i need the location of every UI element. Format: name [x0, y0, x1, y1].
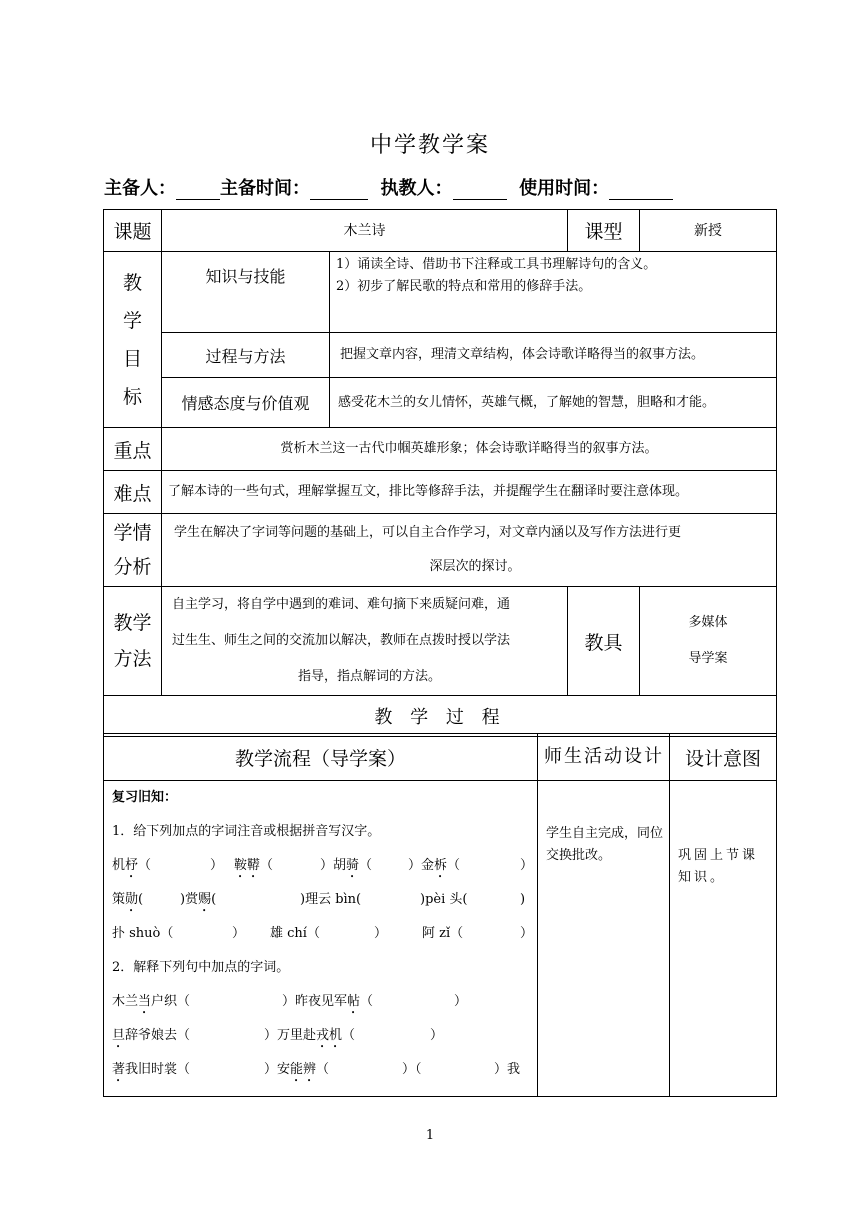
difficulty-content: 了解本诗的一些句式，理解掌握互文，排比等修辞手法，并提醒学生在翻译时要注意体现。 — [162, 471, 777, 514]
goals-label-char: 标 — [122, 385, 142, 408]
method-label-line: 方法 — [113, 648, 152, 670]
goals-label-char: 学 — [122, 309, 142, 332]
exercise-row-3: 扑 shuò（ ） 雄 chí（ ） 阿 zǐ（ ） — [112, 926, 534, 941]
question-2: 2．解释下列句中加点的字词。 — [112, 960, 290, 975]
tools-label: 教具 — [568, 587, 640, 696]
type-label: 课型 — [568, 210, 640, 252]
analysis-label-line: 分析 — [113, 556, 152, 578]
knowledge-item: 1）诵读全诗、借助书下注释或工具书理解诗句的含义。 — [336, 257, 657, 272]
knowledge-label: 知识与技能 — [162, 252, 330, 333]
knowledge-item: 2）初步了解民歌的特点和常用的修辞手法。 — [336, 279, 592, 294]
type-value: 新授 — [640, 210, 777, 252]
emotion-content: 感受花木兰的女儿情怀，英雄气概，了解她的智慧，胆略和才能。 — [330, 378, 777, 428]
teacher-blank — [453, 181, 507, 200]
use-time-blank — [609, 181, 673, 200]
flow-content — [104, 781, 538, 1097]
method-line: 过生生、师生之间的交流加以解决，教师在点拨时授以学法 — [172, 633, 511, 648]
exercise-row-4: 木兰当户织（ ）昨夜见军帖（ ） — [112, 994, 468, 1009]
method-label-line: 教学 — [113, 612, 152, 634]
analysis-line: 深层次的探讨。 — [429, 559, 521, 574]
goals-label-char: 教 — [122, 271, 142, 294]
topic-label: 课题 — [104, 210, 162, 252]
emotion-label: 情感态度与价值观 — [162, 378, 330, 428]
tool-item: 导学案 — [688, 651, 728, 666]
analysis-line: 学生在解决了字词等问题的基础上，可以自主合作学习，对文章内涵以及写作方法进行更 — [174, 525, 682, 540]
topic-value: 木兰诗 — [162, 210, 568, 252]
intent-content: 巩固上节课知识。 — [670, 781, 777, 1097]
col-flow: 教学流程（导学案） — [104, 734, 538, 781]
col-intent: 设计意图 — [670, 734, 777, 781]
method-line: 自主学习，将自学中遇到的难词、难句摘下来质疑问难，通 — [172, 597, 511, 612]
document-title: 中学教学案 — [369, 133, 490, 158]
key-point-content: 赏析木兰这一古代巾帼英雄形象；体会诗歌详略得当的叙事方法。 — [162, 428, 777, 471]
goals-label-char: 目 — [122, 347, 142, 370]
review-title: 复习旧知： — [112, 790, 178, 805]
exercise-row-5: 旦辞爷娘去（ ）万里赴戎机（ ） — [112, 1028, 444, 1043]
method-line: 指导，指点解词的方法。 — [297, 669, 441, 684]
tool-item: 多媒体 — [688, 615, 728, 630]
activity-content: 学生自主完成，同位交换批改。 — [538, 781, 670, 1097]
page-number: 1 — [425, 1128, 435, 1143]
use-time-label: 使用时间： — [519, 178, 610, 199]
prep-time-blank — [310, 181, 368, 200]
preparer-blank — [176, 181, 220, 200]
process-section-title: 教 学 过 程 — [104, 696, 777, 737]
teacher-label: 执教人： — [380, 178, 453, 199]
exercise-row-1: 机杼（ ） 鞍鞯（ ）胡骑（ ）金柝（ ） — [112, 858, 534, 873]
method-label — [104, 587, 162, 696]
col-activity: 师生活动设计 — [538, 734, 670, 781]
analysis-content — [162, 514, 777, 587]
exercise-row-6: 著我旧时裳（ ）安能辨（ ）（ ）我 — [112, 1062, 521, 1077]
preparer-label: 主备人： — [104, 178, 176, 199]
key-point-label: 重点 — [104, 428, 162, 471]
process-label: 过程与方法 — [162, 333, 330, 378]
analysis-label — [104, 514, 162, 587]
goals-label — [104, 252, 162, 428]
process-content: 把握文章内容，理清文章结构，体会诗歌详略得当的叙事方法。 — [330, 333, 777, 378]
meta-line — [104, 174, 673, 200]
exercise-row-2: 策勋( )赏赐( )理云 bìn( )pèi 头( ) — [112, 892, 526, 907]
lesson-plan-table — [103, 209, 777, 737]
method-content — [162, 587, 568, 696]
question-1: 1．给下列加点的字词注音或根据拼音写汉字。 — [112, 824, 381, 839]
difficulty-label: 难点 — [104, 471, 162, 514]
knowledge-content — [330, 252, 777, 333]
process-table — [103, 733, 777, 1097]
prep-time-label: 主备时间： — [220, 178, 310, 199]
analysis-label-line: 学情 — [113, 522, 152, 544]
exercise-block — [104, 781, 537, 1087]
tools-content — [640, 587, 777, 696]
